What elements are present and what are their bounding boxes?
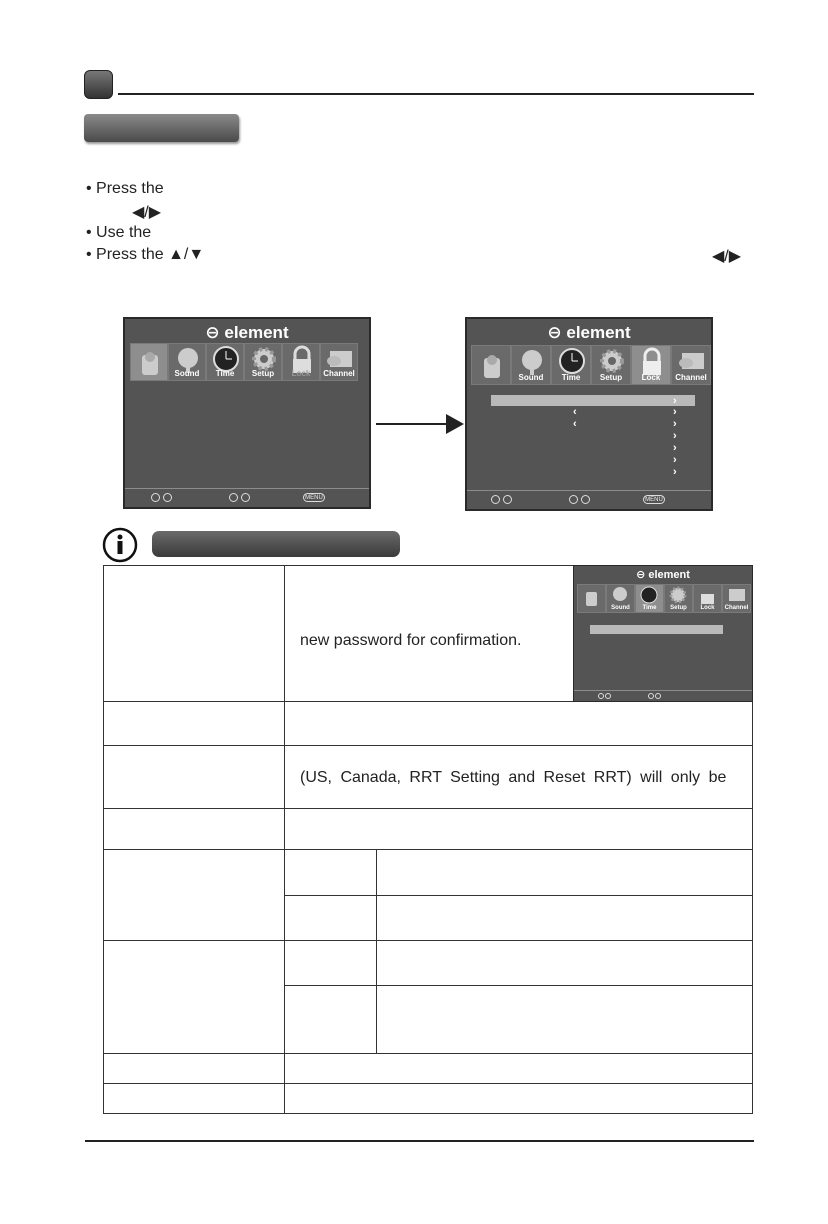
element-logo xyxy=(574,568,752,581)
tab-channel[interactable] xyxy=(320,343,358,381)
chevron-right-icon: › xyxy=(673,442,677,454)
tab-lock-label: Lock xyxy=(700,605,715,611)
tab-lock[interactable] xyxy=(693,584,722,613)
password-confirmation-text: new password for confirmation. xyxy=(300,632,522,649)
logo-mark-icon: ⊖ xyxy=(205,323,225,342)
tab-channel[interactable] xyxy=(671,345,711,385)
up-button-icon xyxy=(151,493,160,502)
footer-rule xyxy=(85,1140,754,1142)
logo-text: element xyxy=(224,323,289,342)
tab-sound-label: Sound xyxy=(611,605,630,611)
rating-systems-text: (US, Canada, RRT Setting and Reset RRT) will only be xyxy=(300,769,727,786)
tab-sound[interactable] xyxy=(606,584,635,613)
table-row-divider xyxy=(103,745,753,746)
tab-time[interactable] xyxy=(551,345,591,385)
table-row-divider xyxy=(103,940,753,941)
tab-lock-label: Lock xyxy=(291,369,311,378)
logo-text: element xyxy=(566,323,631,342)
down-button-icon xyxy=(503,495,512,504)
table-row-divider xyxy=(103,1083,753,1084)
chevron-right-icon: › xyxy=(673,395,677,407)
tab-picture[interactable] xyxy=(471,345,511,385)
menu-button-icon: MENU xyxy=(303,493,325,502)
chevron-left-icon: ‹ xyxy=(573,418,577,430)
menu-tab-bar xyxy=(471,345,711,385)
chevron-right-icon: › xyxy=(673,418,677,430)
right-button-icon xyxy=(581,495,590,504)
osd-screen-password xyxy=(573,565,753,702)
chevron-right-icon: › xyxy=(673,466,677,478)
satellite-icon xyxy=(723,585,750,605)
chevron-right-icon: › xyxy=(673,406,677,418)
chevron-right-icon: › xyxy=(673,454,677,466)
gear-icon xyxy=(665,585,692,605)
element-logo xyxy=(467,323,711,343)
section-title-pill xyxy=(84,114,239,142)
tab-setup-label: Setup xyxy=(670,605,687,611)
table-row-divider xyxy=(284,985,753,986)
up-down-arrows-icon: ▲/▼ xyxy=(168,246,205,263)
table-row-divider xyxy=(284,895,753,896)
right-button-icon xyxy=(655,693,661,699)
tab-setup[interactable] xyxy=(664,584,693,613)
element-logo xyxy=(125,323,369,343)
tab-sound-label: Sound xyxy=(174,369,200,378)
table-col-divider xyxy=(376,849,377,1053)
satellite-dish-icon xyxy=(607,585,634,605)
instruction-1: • Press the xyxy=(86,180,164,197)
menu-tab-bar xyxy=(130,343,358,381)
down-button-icon xyxy=(163,493,172,502)
menu-button-icon: MENU xyxy=(643,495,665,504)
tab-time-label: Time xyxy=(215,369,235,378)
tab-sound[interactable] xyxy=(168,343,206,381)
osd-footer xyxy=(467,490,711,509)
camera-icon xyxy=(473,347,511,385)
tab-channel-label: Channel xyxy=(675,373,707,382)
logo-text: element xyxy=(648,569,690,581)
left-button-icon xyxy=(648,693,654,699)
clock-icon xyxy=(636,585,663,605)
osd-footer xyxy=(574,690,752,701)
tab-channel-label: Channel xyxy=(724,605,749,611)
tab-channel[interactable] xyxy=(722,584,751,613)
camera-icon xyxy=(132,345,168,381)
tab-channel-label: Channel xyxy=(323,369,355,378)
osd-screen-after xyxy=(465,317,713,511)
tab-lock[interactable] xyxy=(282,343,320,381)
chevron-right-icon: › xyxy=(673,430,677,442)
lock-icon xyxy=(694,585,721,605)
table-row-divider xyxy=(103,849,753,850)
left-button-icon xyxy=(569,495,578,504)
logo-mark-icon: ⊖ xyxy=(636,569,649,581)
transition-arrow-icon xyxy=(376,412,466,436)
logo-mark-icon: ⊖ xyxy=(547,323,567,342)
selected-row-highlight xyxy=(491,395,695,406)
tab-picture[interactable] xyxy=(577,584,606,613)
tab-lock-label: Lock xyxy=(641,373,661,382)
tab-setup[interactable] xyxy=(591,345,631,385)
tab-sound-label: Sound xyxy=(518,373,544,382)
left-button-icon xyxy=(229,493,238,502)
tab-sound[interactable] xyxy=(511,345,551,385)
tab-time[interactable] xyxy=(206,343,244,381)
table-row-divider xyxy=(103,1053,753,1054)
instruction-3-text: Press the xyxy=(96,246,164,263)
chevron-left-icon: ‹ xyxy=(573,406,577,418)
instruction-1-text: Press the xyxy=(96,180,164,197)
instruction-3: • Press the ▲/▼ xyxy=(86,246,205,263)
tab-lock[interactable] xyxy=(631,345,671,385)
instruction-1-arrows xyxy=(132,202,161,222)
info-icon xyxy=(102,527,138,563)
tab-time-label: Time xyxy=(561,373,581,382)
down-button-icon xyxy=(605,693,611,699)
left-right-arrows-icon: ◀/▶ xyxy=(132,204,162,221)
right-button-icon xyxy=(241,493,250,502)
up-button-icon xyxy=(598,693,604,699)
section-badge-icon xyxy=(84,70,113,99)
camera-icon xyxy=(578,585,605,612)
instruction-3-right-arrows xyxy=(712,246,741,266)
selected-row-highlight xyxy=(590,625,723,634)
tab-setup-label: Setup xyxy=(251,369,275,378)
osd-screen-before xyxy=(123,317,371,509)
tab-setup-label: Setup xyxy=(599,373,623,382)
table-col-divider xyxy=(284,565,285,1114)
tab-time[interactable] xyxy=(635,584,664,613)
info-title-pill xyxy=(152,531,400,557)
tab-picture[interactable] xyxy=(130,343,168,381)
instruction-2-text: Use the xyxy=(96,224,152,241)
osd-footer xyxy=(125,488,369,507)
menu-tab-bar xyxy=(577,584,751,613)
table-row-divider xyxy=(103,808,753,809)
up-button-icon xyxy=(491,495,500,504)
tab-time-label: Time xyxy=(642,605,657,611)
tab-setup[interactable] xyxy=(244,343,282,381)
header-rule xyxy=(118,93,754,95)
instruction-2: • Use the xyxy=(86,224,152,241)
left-right-arrows-icon: ◀/▶ xyxy=(712,248,742,265)
